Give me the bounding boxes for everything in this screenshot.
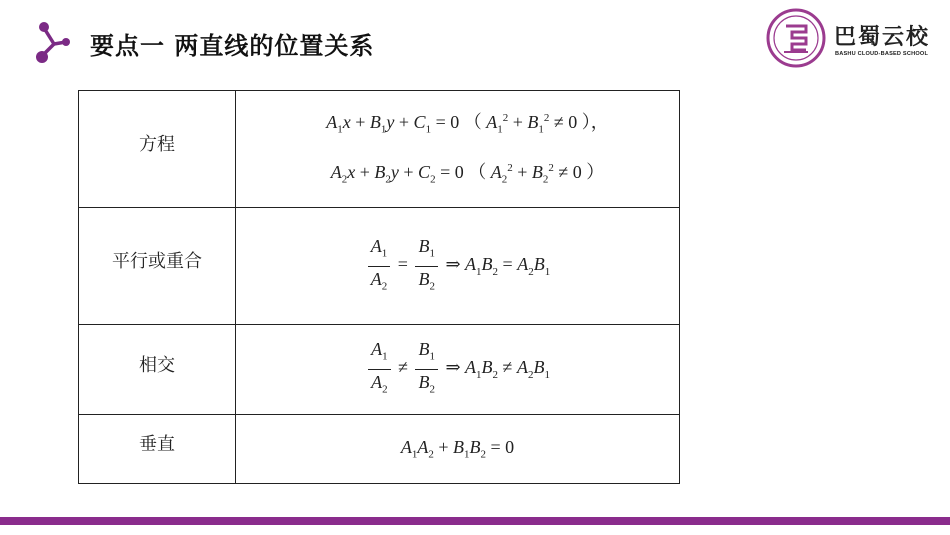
table-row — [79, 91, 680, 208]
school-seal-icon — [766, 8, 826, 68]
school-logo-subtitle: BASHU CLOUD-BASED SCHOOL — [835, 51, 929, 57]
table-row — [79, 208, 680, 325]
school-logo — [766, 8, 936, 68]
table-row — [79, 415, 680, 484]
parallel-formula: $\frac{A_1}{A_2}$ = $\frac{B_1}{B_2}$ ⇒ $A_1B_2 = A_2B_1$ — [236, 208, 680, 325]
perpendicular-formula: $A_1A_2 + B_1B_2 = 0$ — [236, 415, 680, 484]
page-title: 要点一 两直线的位置关系 — [90, 32, 375, 60]
intersect-formula: $\frac{A_1}{A_2}$ ≠ $\frac{B_1}{B_2}$ ⇒ $A_1B_2 \ne A_2B_1$ — [236, 325, 680, 415]
table-row — [79, 325, 680, 415]
row-label: 垂直 — [79, 415, 236, 484]
school-logo-name: 巴蜀云校 — [834, 24, 931, 50]
row-label: 相交 — [79, 325, 236, 415]
share-node-icon — [32, 20, 74, 64]
line-relations-table — [78, 90, 680, 484]
row-label: 方程 — [79, 91, 236, 208]
bottom-accent-bar — [0, 517, 950, 525]
row-label: 平行或重合 — [79, 208, 236, 325]
equation-formula: $A_1x + B_1y + C_1 = 0$ （ $A_1^2 + B_1^2 \ne 0$ ）， $A_2x + B_2y + C_2 = 0$ （ $A_2^2 + B_2^2 \ne 0$ ） — [236, 91, 680, 208]
